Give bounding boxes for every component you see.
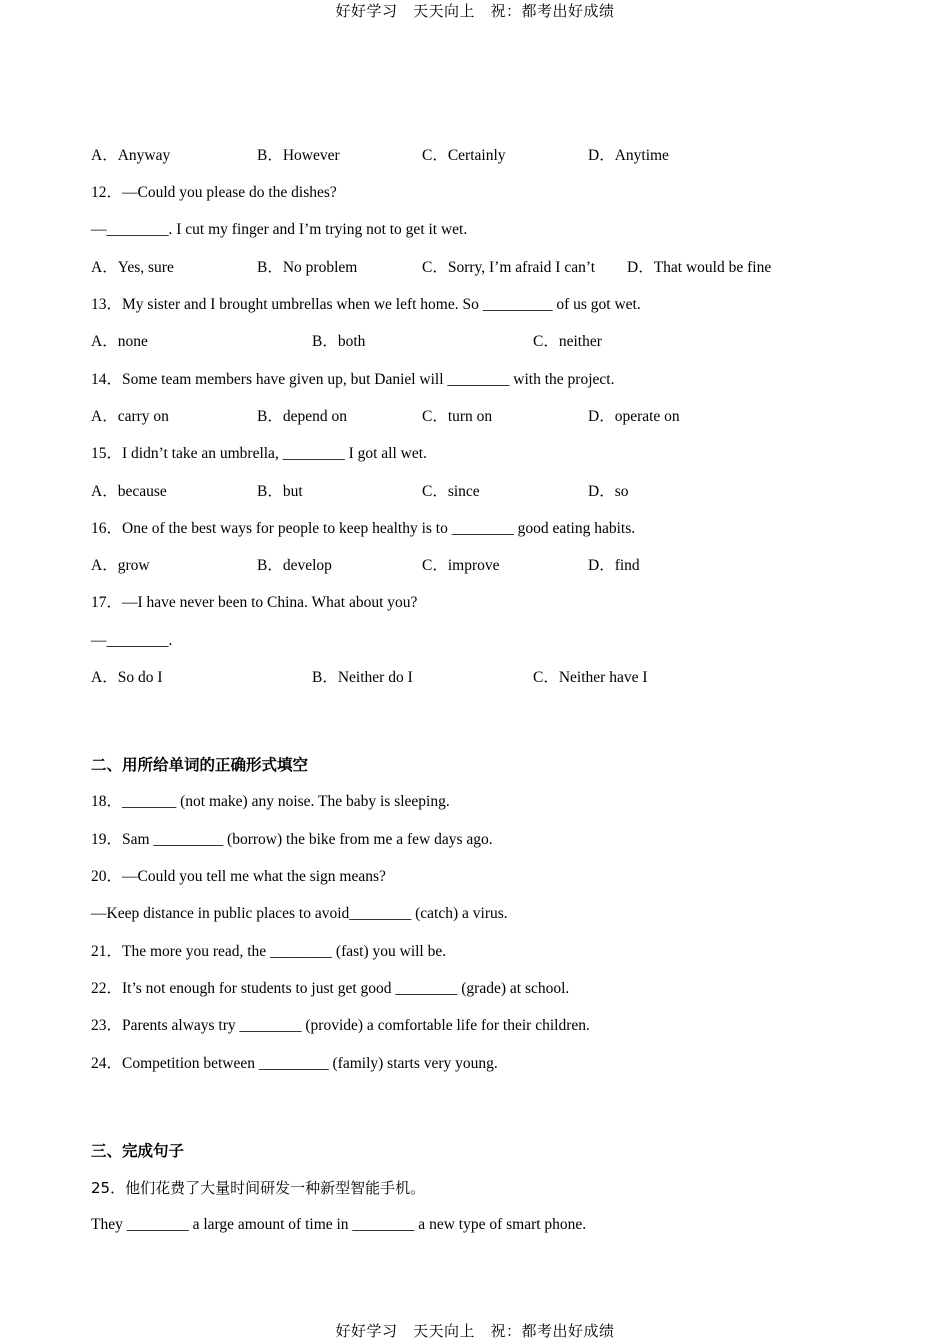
q21-item: 21．The more you read, the ________ (fast) you will be. [91, 943, 447, 960]
q20-reply: —Keep distance in public places to avoid________ (catch) a virus. [91, 905, 508, 922]
q17-option-a: A．So do I [91, 669, 163, 686]
q17-reply: —________. [91, 632, 173, 649]
q19-item: 19．Sam _________ (borrow) the bike from me a few days ago. [91, 831, 493, 848]
q15-option-d: D．so [588, 483, 629, 500]
q12-stem: 12．—Could you please do the dishes? [91, 184, 337, 201]
q24-item: 24．Competition between _________ (family) starts very young. [91, 1055, 498, 1072]
q14-option-d: D．operate on [588, 408, 680, 425]
page-footer: 好好学习 天天向上 祝：都考出好成绩 [335, 1322, 615, 1340]
q25-prompt: 25．他们花费了大量时间研发一种新型智能手机。 [91, 1179, 426, 1197]
q14-stem: 14．Some team members have given up, but Daniel will ________ with the project. [91, 371, 615, 388]
q15-stem: 15．I didn’t take an umbrella, ________ I got all wet. [91, 445, 427, 462]
q13-option-a: A．none [91, 333, 148, 350]
q16-option-b: B．develop [257, 557, 332, 574]
q13-option-c: C．neither [533, 333, 602, 350]
q18-item: 18．_______ (not make) any noise. The baby is sleeping. [91, 793, 450, 810]
q17-stem: 17．—I have never been to China. What about you? [91, 594, 418, 611]
q11-option-d: D．Anytime [588, 147, 669, 164]
q25-sentence: They ________ a large amount of time in ________ a new type of smart phone. [91, 1216, 587, 1233]
q17-option-b: B．Neither do I [312, 669, 413, 686]
q16-option-c: C．improve [422, 557, 500, 574]
q12-option-d: D．That would be fine [627, 259, 772, 276]
q11-option-b: B．However [257, 147, 340, 164]
q13-option-b: B．both [312, 333, 366, 350]
q12-reply: —________. I cut my finger and I’m trying not to get it wet. [91, 221, 468, 238]
q12-option-a: A．Yes, sure [91, 259, 174, 276]
q14-option-a: A．carry on [91, 408, 169, 425]
section3-title: 三、完成句子 [91, 1142, 185, 1160]
q23-item: 23．Parents always try ________ (provide) a comfortable life for their children. [91, 1017, 590, 1034]
q16-option-a: A．grow [91, 557, 150, 574]
q16-stem: 16．One of the best ways for people to keep healthy is to ________ good eating habits. [91, 520, 636, 537]
q14-option-c: C．turn on [422, 408, 493, 425]
q22-item: 22．It’s not enough for students to just get good ________ (grade) at school. [91, 980, 570, 997]
q20-stem: 20．—Could you tell me what the sign means? [91, 868, 386, 885]
page-header: 好好学习 天天向上 祝：都考出好成绩 [335, 2, 615, 20]
q17-option-c: C．Neither have I [533, 669, 648, 686]
q12-option-c: C．Sorry, I’m afraid I can’t [422, 259, 596, 276]
q15-option-c: C．since [422, 483, 480, 500]
q15-option-b: B．but [257, 483, 303, 500]
section2-title: 二、用所给单词的正确形式填空 [91, 756, 309, 774]
q12-option-b: B．No problem [257, 259, 358, 276]
q14-option-b: B．depend on [257, 408, 347, 425]
q16-option-d: D．find [588, 557, 640, 574]
q13-stem: 13．My sister and I brought umbrellas when we left home. So _________ of us got wet. [91, 296, 641, 313]
q11-option-c: C．Certainly [422, 147, 506, 164]
q15-option-a: A．because [91, 483, 167, 500]
q11-option-a: A．Anyway [91, 147, 171, 164]
